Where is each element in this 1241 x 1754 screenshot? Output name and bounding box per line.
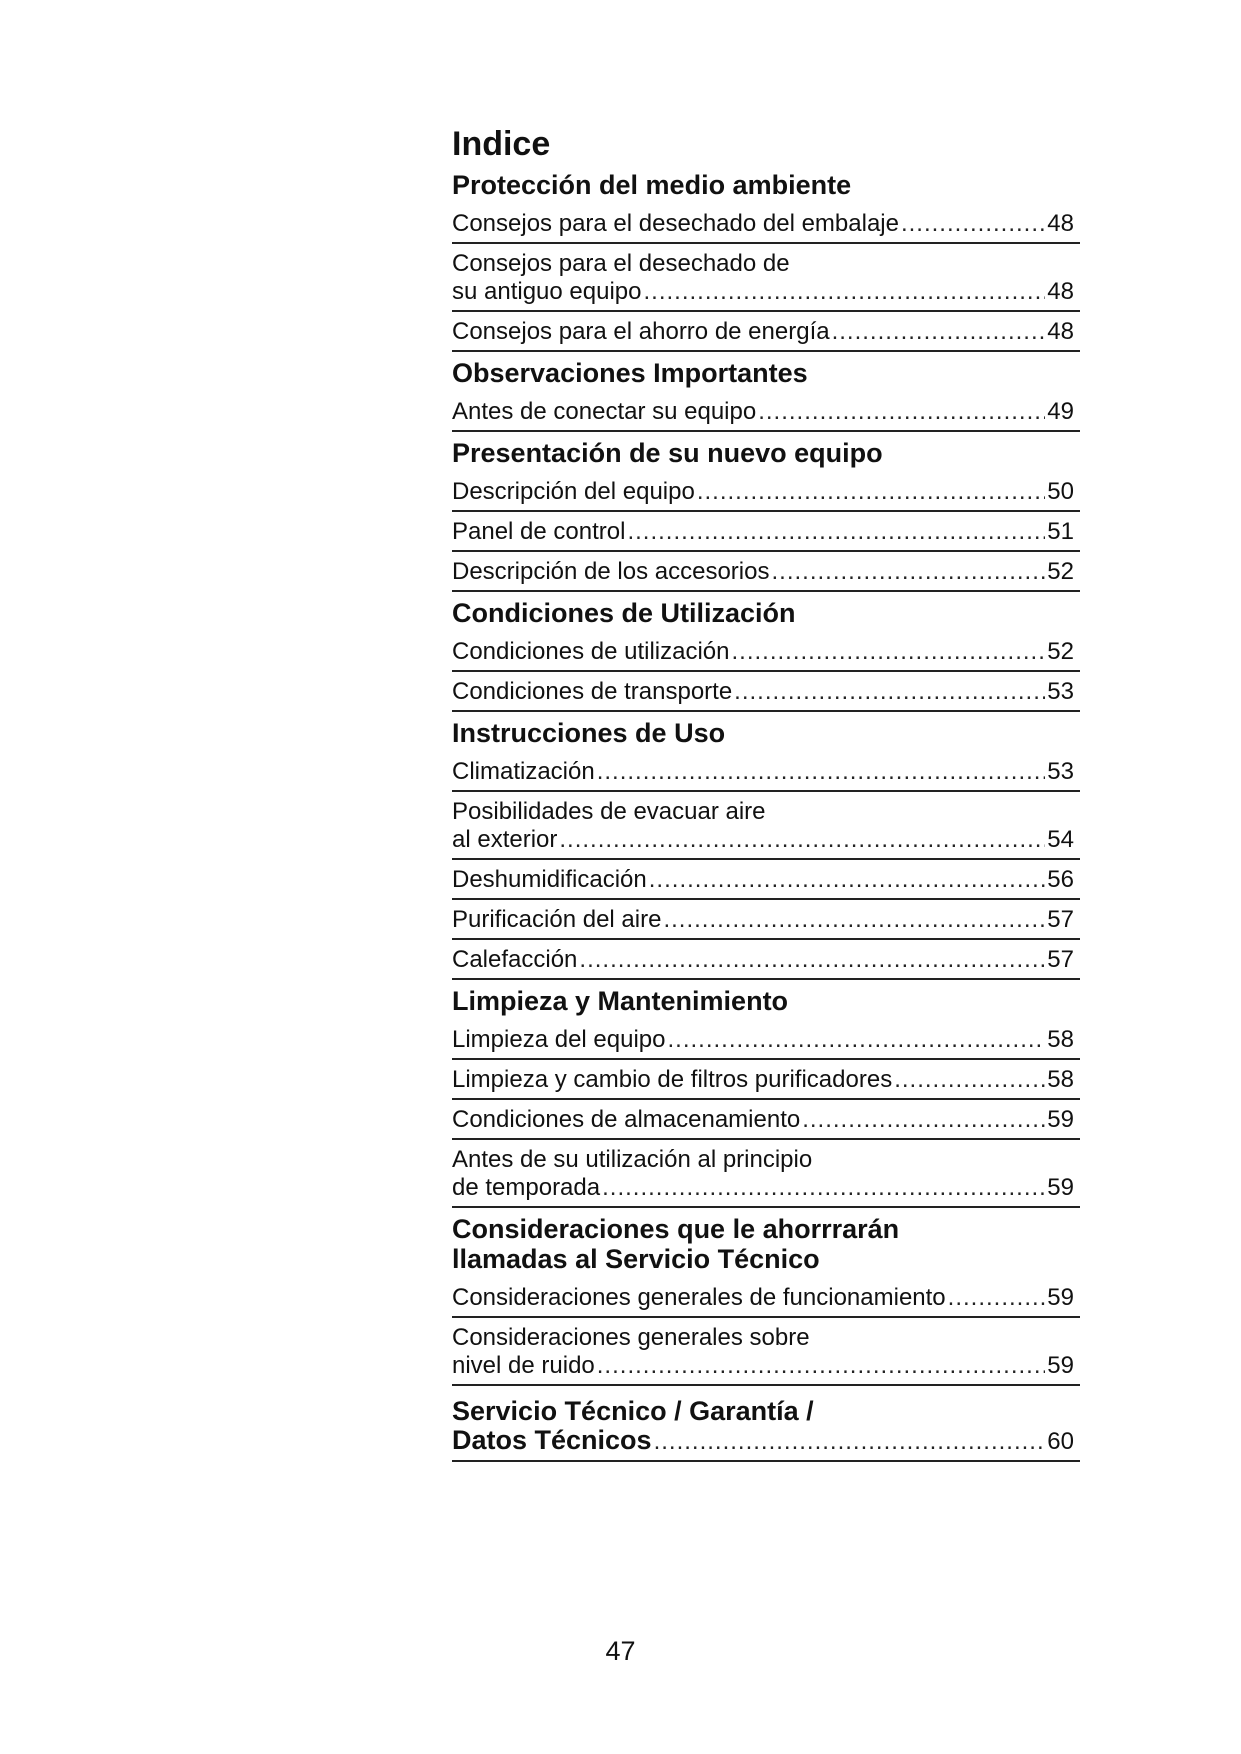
- entry-text: Condiciones de utilización: [452, 638, 730, 665]
- entry-text: Descripción de los accesorios: [452, 558, 770, 585]
- entry-text: de temporada: [452, 1174, 601, 1201]
- toc-entry[interactable]: [452, 1020, 1080, 1060]
- section-title: Condiciones de Utilización: [452, 598, 796, 628]
- toc-entry[interactable]: [452, 860, 1080, 900]
- entry-page: 51: [1047, 518, 1074, 545]
- leader-dots: [627, 518, 1045, 546]
- leader-dots: [734, 678, 1045, 706]
- entry-text: Datos Técnicos: [452, 1425, 652, 1455]
- entry-text-line1: Consideraciones generales sobre: [452, 1324, 810, 1351]
- toc-entry[interactable]: [452, 792, 1080, 860]
- entry-text: Condiciones de transporte: [452, 678, 733, 705]
- toc-entry[interactable]: [452, 312, 1080, 352]
- entry-text-line1: Consejos para el desechado de: [452, 250, 790, 277]
- entry-page: 49: [1047, 398, 1074, 425]
- toc-entry[interactable]: [452, 632, 1080, 672]
- leader-dots: [654, 1428, 1046, 1456]
- entry-text: Climatización: [452, 758, 595, 785]
- leader-dots: [948, 1284, 1046, 1312]
- page-number: 47: [605, 1636, 636, 1666]
- entry-text: Limpieza del equipo: [452, 1026, 666, 1053]
- entry-page: 52: [1047, 638, 1074, 665]
- section-title: Instrucciones de Uso: [452, 718, 726, 748]
- toc-entry[interactable]: [452, 204, 1080, 244]
- entry-text: Calefacción: [452, 946, 578, 973]
- entry-text: nivel de ruido: [452, 1352, 595, 1379]
- toc-entry[interactable]: [452, 392, 1080, 432]
- entry-page: 59: [1047, 1284, 1074, 1311]
- toc-entry[interactable]: [452, 1060, 1080, 1100]
- entry-text: Limpieza y cambio de filtros purificadores: [452, 1066, 893, 1093]
- leader-dots: [644, 278, 1046, 306]
- toc-entry[interactable]: [452, 940, 1080, 980]
- entry-page: 57: [1047, 906, 1074, 933]
- toc-entry[interactable]: [452, 900, 1080, 940]
- entry-page: 59: [1047, 1174, 1074, 1201]
- entry-page: 50: [1047, 478, 1074, 505]
- leader-dots: [649, 866, 1046, 894]
- leader-dots: [894, 1066, 1045, 1094]
- toc-entry[interactable]: [452, 1100, 1080, 1140]
- leader-dots: [597, 1352, 1046, 1380]
- entry-page: 58: [1047, 1026, 1074, 1053]
- entry-text: Deshumidificación: [452, 866, 647, 893]
- entry-text: Consejos para el desechado del embalaje: [452, 210, 899, 237]
- section-title: Protección del medio ambiente: [452, 170, 852, 200]
- section-title: Consideraciones que le ahorrrarán llamadas al Servicio Técnico: [452, 1214, 900, 1274]
- entry-page: 57: [1047, 946, 1074, 973]
- leader-dots: [732, 638, 1046, 666]
- entry-page: 54: [1047, 826, 1074, 853]
- leader-dots: [559, 826, 1045, 854]
- leader-dots: [901, 210, 1045, 238]
- leader-dots: [758, 398, 1045, 426]
- entry-page: 59: [1047, 1352, 1074, 1379]
- entry-text: Purificación del aire: [452, 906, 662, 933]
- leader-dots: [697, 478, 1045, 506]
- entry-text: al exterior: [452, 826, 558, 853]
- entry-page: 48: [1047, 318, 1074, 345]
- index-title: Indice: [452, 125, 551, 163]
- toc-entry[interactable]: [452, 244, 1080, 312]
- section-title: Presentación de su nuevo equipo: [452, 438, 883, 468]
- entry-text: su antiguo equipo: [452, 278, 642, 305]
- entry-text: Consideraciones generales de funcionamiento: [452, 1284, 946, 1311]
- entry-page: 53: [1047, 678, 1074, 705]
- leader-dots: [771, 558, 1045, 586]
- entry-text: Panel de control: [452, 518, 626, 545]
- toc-entry[interactable]: [452, 512, 1080, 552]
- entry-text: Consejos para el ahorro de energía: [452, 318, 830, 345]
- entry-page: 53: [1047, 758, 1074, 785]
- table-of-contents: [452, 124, 1080, 1462]
- toc-entry[interactable]: [452, 672, 1080, 712]
- section-title: Observaciones Importantes: [452, 358, 808, 388]
- leader-dots: [602, 1174, 1045, 1202]
- entry-text: Descripción del equipo: [452, 478, 695, 505]
- leader-dots: [667, 1026, 1045, 1054]
- entry-text-line1: Antes de su utilización al principio: [452, 1146, 813, 1173]
- entry-page: 52: [1047, 558, 1074, 585]
- leader-dots: [597, 758, 1046, 786]
- entry-text: Condiciones de almacenamiento: [452, 1106, 801, 1133]
- section-title: Limpieza y Mantenimiento: [452, 986, 789, 1016]
- toc-entry-final[interactable]: [452, 1386, 1080, 1462]
- leader-dots: [663, 906, 1045, 934]
- entry-page: 59: [1047, 1106, 1074, 1133]
- entry-page: 56: [1047, 866, 1074, 893]
- entry-page: 58: [1047, 1066, 1074, 1093]
- entry-text-line1: Posibilidades de evacuar aire: [452, 798, 766, 825]
- toc-entry[interactable]: [452, 752, 1080, 792]
- entry-page: 48: [1047, 210, 1074, 237]
- toc-entry[interactable]: [452, 552, 1080, 592]
- leader-dots: [832, 318, 1046, 346]
- entry-text: Antes de conectar su equipo: [452, 398, 757, 425]
- toc-entry[interactable]: [452, 1278, 1080, 1318]
- toc-entry[interactable]: [452, 1140, 1080, 1208]
- entry-page: 48: [1047, 278, 1074, 305]
- toc-entry[interactable]: [452, 1318, 1080, 1386]
- leader-dots: [802, 1106, 1045, 1134]
- entry-text-line1: Servicio Técnico / Garantía /: [452, 1396, 814, 1426]
- leader-dots: [579, 946, 1045, 974]
- toc-entry[interactable]: [452, 472, 1080, 512]
- entry-page: 60: [1047, 1428, 1074, 1455]
